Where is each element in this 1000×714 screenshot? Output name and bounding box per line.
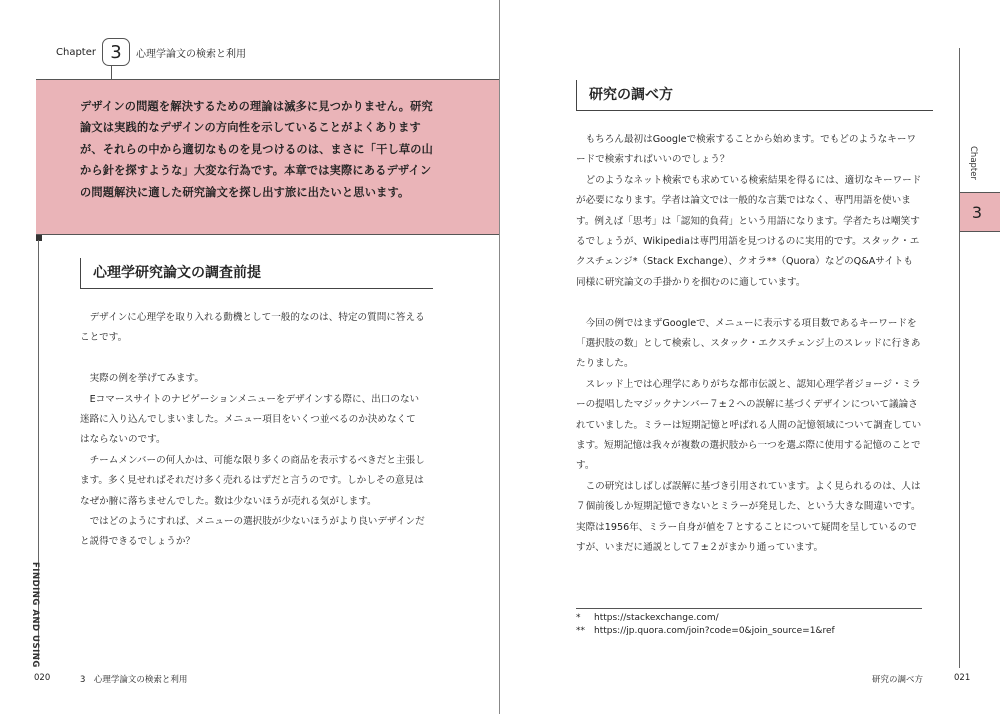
chapter-label: Chapter xyxy=(56,46,96,58)
section-heading: 心理学研究論文の調査前提 xyxy=(80,258,433,289)
section-heading: 研究の調べ方 xyxy=(576,80,933,111)
paragraph: スレッド上では心理学にありがちな都市伝説と、認知心理学者ジョージ・ミラーの提唱したマジックナンバー７±２への誤解に基づくデザインについて議論されていました。ミラーは短期記憶と呼ばれる人間の記憶領域について調査しています。短期記憶は我々が複数の選択肢から一つを選ぶ際に使用する記憶のことです。 xyxy=(576,378,922,472)
chapter-header xyxy=(56,38,246,66)
body-text xyxy=(80,308,425,553)
paragraph: 実際の例を挙げてみます。 xyxy=(89,373,204,385)
chapter-tab-label: Chapter xyxy=(968,146,978,180)
paragraph-gap xyxy=(80,349,425,369)
side-label: FINDING AND USING xyxy=(30,562,40,668)
footnote xyxy=(576,625,835,638)
paragraph: Eコマースサイトのナビゲーションメニューをデザインする際に、出口のない迷路に入り込んでしまいました。メニュー項目をいくつ並べるのか決めなくてはならないのです。 xyxy=(80,393,420,446)
chapter-intro-text: デザインの問題を解決するための理論は滅多に見つかりません。研究論文は実践的なデザインの方向性を示していることがよくありますが、それらの中から適切なものを見つけるのは、まさに「干し草の山から針を探すような」大変な行為です。本章では実際にあるデザインの問題解決に適した研究論文を探し出す旅に出たいと思います。 xyxy=(80,100,434,199)
page-number: 021 xyxy=(954,673,971,683)
footnote-mark: ** xyxy=(576,626,585,636)
paragraph: ではどのようにすれば、メニューの選択肢が少ないほうがより良いデザインだと説得できるでしょうか？ xyxy=(80,516,425,548)
corner-tick xyxy=(36,235,42,241)
chapter-intro-box xyxy=(36,79,500,235)
footnote-mark: * xyxy=(576,613,581,623)
running-footer: 研究の調べ方 xyxy=(872,675,924,685)
footnote xyxy=(576,612,835,625)
paragraph: この研究はしばしば誤解に基づき引用されています。よく見られるのは、人は７個前後しか短期記憶できないとミラーが発見した、という大きな間違いです。実際は1956年、ミラー自身が値を７とすることについて疑問を呈しているのですが、いまだに通説として７±２がまかり通っています。 xyxy=(576,480,921,554)
paragraph: チームメンバーの何人かは、可能な限り多くの商品を表示するべきだと主張します。多く見せればそれだけ多く売れるはずだと言うのです。しかしその意見はなぜか腑に落ちませんでした。数は少ないほうが売れる気がします。 xyxy=(80,454,425,507)
chapter-tab-rule xyxy=(959,48,960,668)
footnotes xyxy=(576,612,835,638)
right-page xyxy=(500,0,1000,714)
paragraph: もちろん最初はGoogleで検索することから始めます。でもどのようなキーワードで検索すればいいのでしょう？ xyxy=(576,134,917,166)
chapter-number-badge: 3 xyxy=(102,38,130,66)
paragraph-gap xyxy=(576,293,922,313)
body-text xyxy=(576,130,922,559)
page-number: 020 xyxy=(34,673,51,683)
running-footer: 3 心理学論文の検索と利用 xyxy=(80,675,188,685)
footnote-url: https://stackexchange.com/ xyxy=(594,613,719,623)
footnote-url: https://jp.quora.com/join?code=0&join_source=1&ref xyxy=(594,626,835,636)
footnote-rule xyxy=(576,608,922,609)
paragraph: デザインに心理学を取り入れる動機として一般的なのは、特定の質問に答えることです。 xyxy=(80,312,425,344)
chapter-tab-number: 3 xyxy=(960,192,1000,232)
paragraph: どのようなネット検索でも求めている検索結果を得るには、適切なキーワードが必要になります。学者は論文では一般的な言葉ではなく、専門用語を使います。例えば「思考」は「認知的負荷」という用語になります。学者たちは嘲笑するでしょうが、Wikipediaは専門用語を見つけるのに実用的です。スタック・エクスチェンジ*（Stack Exchange）、クオラ**（Quora）などのQ&Aサイトも同様に研究論文の手掛かりを掴むのに適しています。 xyxy=(576,174,922,288)
header-connector-line xyxy=(111,66,112,79)
paragraph: 今回の例ではまずGoogleで、メニューに表示する項目数であるキーワードを「選択肢の数」として検索し、スタック・エクスチェンジ上のスレッドに行きあたりました。 xyxy=(576,317,921,370)
chapter-title: 心理学論文の検索と利用 xyxy=(135,48,246,60)
